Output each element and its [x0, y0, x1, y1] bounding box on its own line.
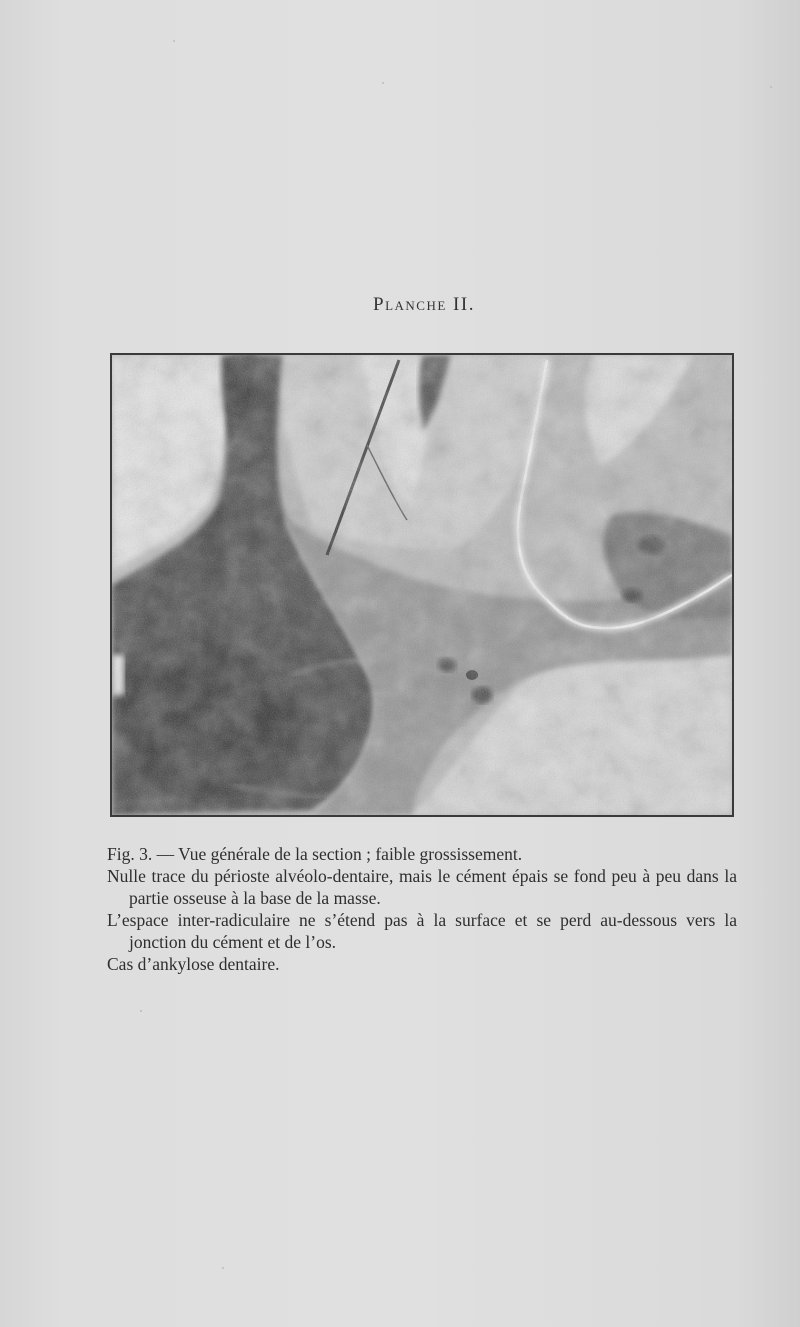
- paper-speck: [770, 86, 772, 88]
- paper-speck: [222, 1267, 224, 1269]
- figure-caption: [107, 843, 737, 975]
- caption-line-1: Fig. 3. — Vue générale de la section ; faible grossissement.: [107, 844, 523, 864]
- paper-speck: [140, 1010, 142, 1012]
- paper-speck: [382, 82, 384, 84]
- micrograph-image: [112, 355, 732, 815]
- caption-line-3: L’espace inter-radiculaire ne s’étend pas à la surface et se perd au-dessous vers la jonction du cément et de l’os.: [107, 910, 737, 952]
- micrograph-figure: [110, 353, 734, 817]
- caption-line-4: Cas d’ankylose dentaire.: [107, 954, 280, 974]
- caption-line-2: Nulle trace du périoste alvéolo-dentaire, mais le cément épais se fond peu à peu dans la partie osseuse à la base de la masse.: [107, 866, 737, 908]
- plate-title: Planche II.: [373, 294, 475, 315]
- paper-speck: [173, 40, 175, 42]
